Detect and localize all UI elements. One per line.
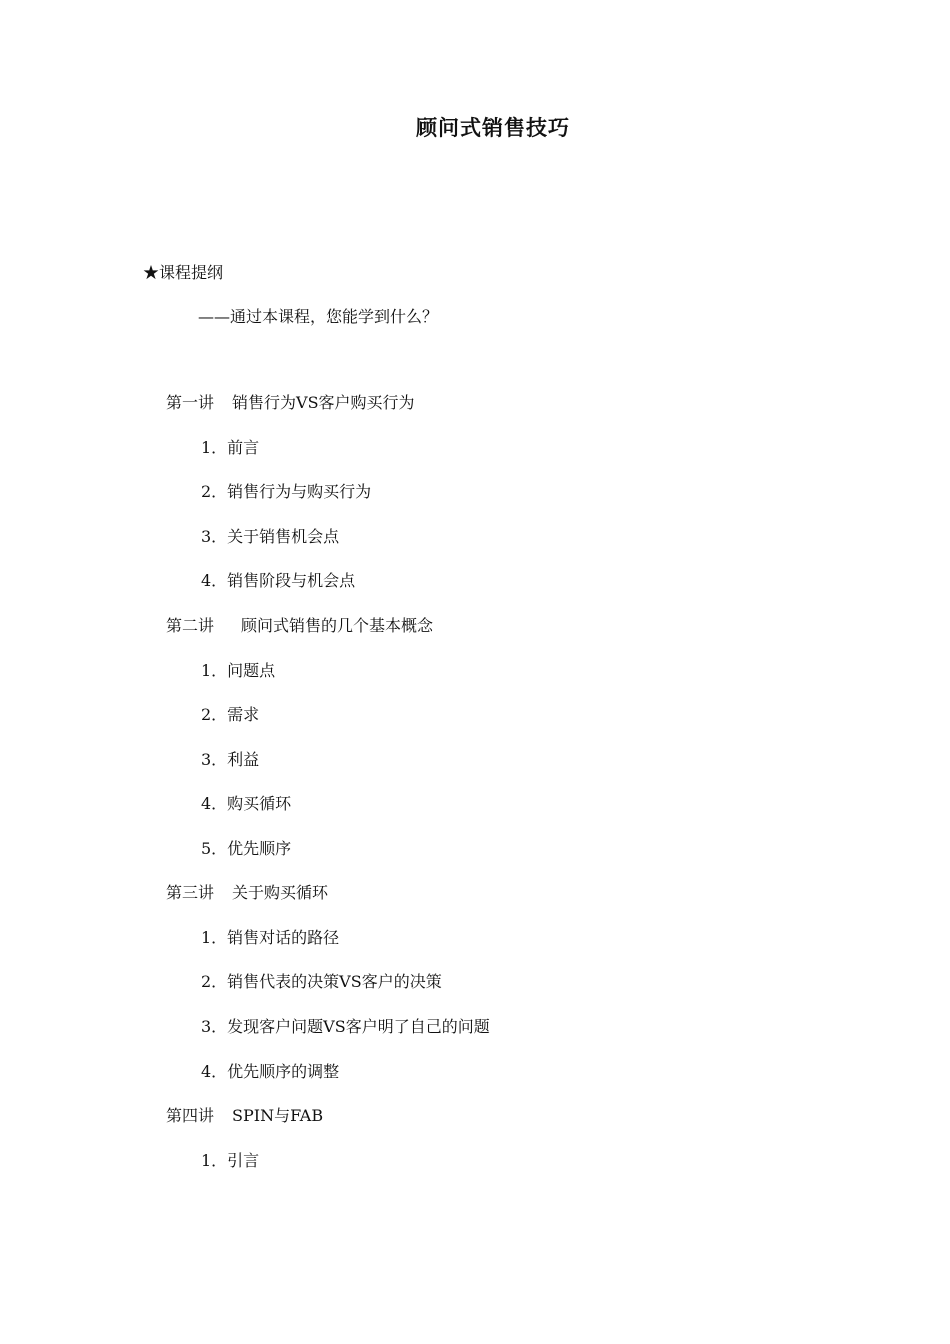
lecture-label: 第二讲 [166, 616, 215, 635]
lecture-1-item-2: 2．销售行为与购买行为 [201, 482, 372, 501]
lecture-label: 第一讲 [166, 393, 215, 412]
outline-subtitle: ——通过本课程，您能学到什么？ [198, 307, 439, 326]
lecture-2-heading [166, 615, 433, 637]
lecture-1-item-3: 3．关于销售机会点 [201, 527, 340, 546]
lecture-name: 销售行为VS客户购买行为 [232, 393, 415, 412]
lecture-3-item-3: 3．发现客户问题VS客户明了自己的问题 [201, 1017, 490, 1036]
lecture-label: 第三讲 [166, 883, 215, 902]
lecture-name: 关于购买循环 [232, 883, 329, 902]
lecture-2-item-2: 2．需求 [201, 705, 260, 724]
lecture-1-heading [166, 392, 415, 414]
lecture-label: 第四讲 [166, 1106, 215, 1125]
lecture-2-item-3: 3．利益 [201, 750, 260, 769]
lecture-2-item-1: 1．问题点 [201, 661, 276, 680]
lecture-4-item-1: 1．引言 [201, 1151, 260, 1170]
lecture-3-heading [166, 882, 328, 904]
lecture-3-item-2: 2．销售代表的决策VS客户的决策 [201, 972, 442, 991]
lecture-1-item-1: 1．前言 [201, 438, 260, 457]
lecture-2-item-4: 4．购买循环 [201, 794, 292, 813]
page-title: 顾问式销售技巧 [416, 116, 570, 140]
lecture-1-item-4: 4．销售阶段与机会点 [201, 571, 356, 590]
lecture-name: SPIN与FAB [232, 1106, 324, 1125]
lecture-3-item-1: 1．销售对话的路径 [201, 928, 340, 947]
lecture-4-heading [166, 1105, 323, 1127]
lecture-name: 顾问式销售的几个基本概念 [241, 616, 434, 635]
lecture-3-item-4: 4．优先顺序的调整 [201, 1062, 340, 1081]
outline-heading: ★课程提纲 [143, 263, 224, 282]
lecture-2-item-5: 5．优先顺序 [201, 839, 292, 858]
